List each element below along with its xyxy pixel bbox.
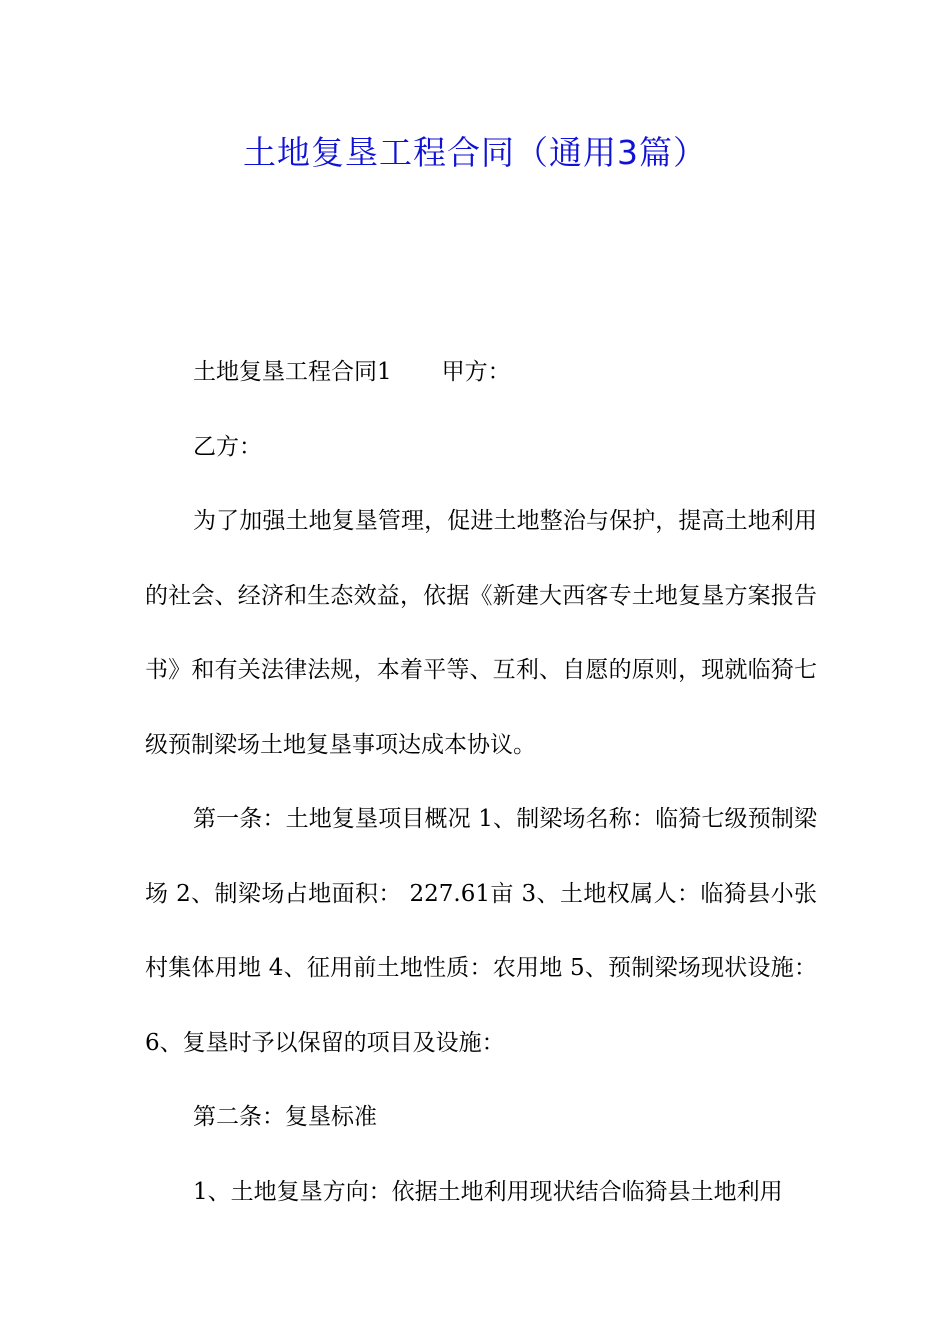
contract-heading: 土地复垦工程合同1 bbox=[193, 359, 392, 385]
contract-heading-line bbox=[145, 335, 817, 410]
party-a-label: 甲方： bbox=[441, 359, 511, 385]
article-2-heading: 第二条：复垦标准 bbox=[193, 1104, 377, 1130]
document-title: 土地复垦工程合同（通用3篇） bbox=[243, 133, 707, 172]
article-2-item-1: 1、土地复垦方向：依据土地利用现状结合临猗县土地利用 bbox=[193, 1178, 783, 1205]
party-b-label: 乙方： bbox=[193, 433, 262, 460]
article-1-paragraph: 第一条：土地复垦项目概况 1、制梁场名称：临猗七级预制梁场 2、制梁场占地面积： 227.61亩 3、土地权属人：临猗县小张村集体用地 4、征用前土地性质：农用地 5、预制梁场现状设施：6、复垦时予以保留的项目及设施： bbox=[145, 806, 817, 1056]
intro-paragraph: 为了加强土地复垦管理，促进土地整治与保护，提高土地利用的社会、经济和生态效益，依据《新建大西客专土地复垦方案报告书》和有关法律法规，本着平等、互利、自愿的原则，现就临猗七级预制梁场土地复垦事项达成本协议。 bbox=[145, 508, 817, 758]
document-body bbox=[145, 335, 817, 1229]
